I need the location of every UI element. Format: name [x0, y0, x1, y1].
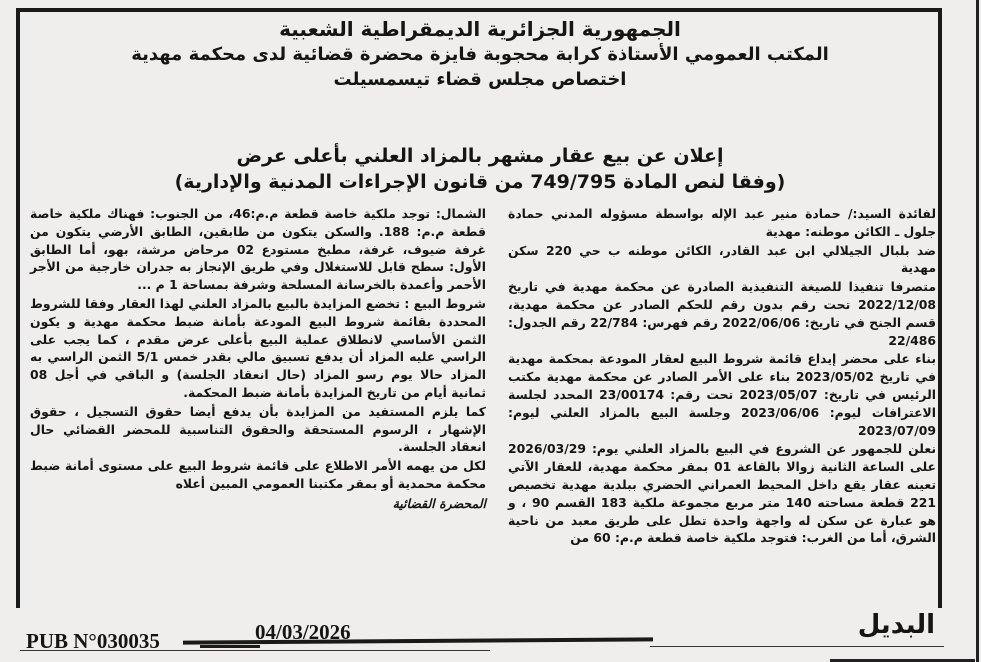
- paragraph-boundaries: الشمال: توجد ملكية خاصة قطعة م.م:46، من الجنوب: فهناك ملكية خاصة قطعة م.م: 188. والسكن يتكون من طابقين، الطابق الأرضي يتكون من غرفة ضيوف، غرفة، مطبخ مستودع 02 مرحاض مرشة، بهو، أما الطابق الأول: سطح قابل للاستغلال وفي طريق الإنجاز به جدران خارجية من الأجر الأحمر وأعمدة بالخرسانة المسلحة وشرفة بمساحة 1 م ...: [30, 206, 486, 293]
- newspaper-name: البديل: [857, 610, 935, 640]
- publication-date: 04/03/2026: [255, 620, 351, 644]
- office-title: المكتب العمومي الأستاذة كرابة محجوبة فايزة محضرة قضائية لدى محكمة مهدية: [131, 44, 829, 65]
- jurisdiction-line: اختصاص مجلس قضاء تيسمسيلت: [333, 69, 627, 90]
- footer-rule-right: [650, 646, 944, 647]
- notice-title-legal-basis: (وفقا لنص المادة 749/795 من قانون الإجراءات المدنية والإدارية): [174, 171, 786, 193]
- paragraph-beneficiary: لفائدة السيد:/ حمادة منير عبد الإله بواسطة مسؤوله المدني حمادة جلول ـ الكائن موطنه: مهدية: [508, 206, 936, 239]
- paragraph-enforcement: متصرفا تنفيذا للصيغة التنفيذية الصادرة عن محكمة مهدية في تاريخ 2022/12/08 تحت رقم بدون رقم للحكم الصادر عن محكمة مهدية، قسم الجنح في تاريخ: 2022/06/06 رقم فهرس: 22/784 رقم الجدول: 22/486: [508, 279, 936, 348]
- signature: المحضرة القضائية: [392, 495, 486, 511]
- left-column: [30, 205, 486, 513]
- paragraph-sale-conditions: شروط البيع : تخضع المزايدة بالبيع بالمزاد العلني لهذا العقار وفقا للشروط المحددة بقائمة شروط البيع المودعة بأمانة ضبط محكمة مهدية و يكون الثمن الأساسي لانطلاق عملية البيع بأعلى عرض مقدم ، كما يجب على الراسي عليه المزاد أن يدفع تسبيق مالي بقدر خمس 5/1 الثمن الراسي به المزاد حالا يوم رسو المزاد (حال انعقاد الجلسة) و الباقي في أجل 08 ثمانية أيام من تاريخ المزايدة بأمانة ضبط المحكمة.: [30, 295, 486, 400]
- notice-header: [20, 8, 940, 92]
- footer-rule-thick: [183, 637, 653, 644]
- pub-number: PUB N°030035: [26, 629, 160, 653]
- outer-column-rule: [976, 0, 979, 662]
- paragraph-fees: كما يلزم المستفيد من المزايدة بأن يدفع أيضا حقوق التسجيل ، حقوق الإشهار ، الرسوم المستحقة والحقوق التناسبية للمحضر القضائي حال انعقاد الجلسة.: [30, 403, 486, 455]
- paragraph-announcement: نعلن للجمهور عن الشروع في البيع بالمزاد العلني يوم: 2026/03/29 على الساعة الثانية زوالا بالقاعة 01 بمقر محكمة مهدية، للعقار الآتي تعينه عقار يقع داخل المحيط العمراني الحضري ببلدية مهدية تخصيص 221 قطعة مساحته 140 متر مربع مجموعة ملكية 183 القسم 90 ، و هو عبارة عن سكن له واجهة واحدة تطل على طريق معبد من ناحية الشرق، أما من الغرب: فتوجد ملكية خاصة قطعة م.م: 60 من: [508, 441, 936, 546]
- notice-title-main: إعلان عن بيع عقار مشهر بالمزاد العلني بأعلى عرض: [236, 145, 724, 167]
- paragraph-deposit: بناء على محضر إيداع قائمة شروط البيع لعقار المودعة بمحكمة مهدية في تاريخ 2023/05/02 بناء على الأمر الصادر عن محكمة مهدية مكتب الرئيس في تاريخ: 2023/05/07 تحت رقم: 23/00174 المحدد لجلسة الاعترافات ليوم: 2023/06/06 وجلسة البيع بالمزاد العلني ليوم: 2023/07/09: [508, 351, 937, 438]
- date-underline: [200, 645, 260, 648]
- paragraph-defendant: ضد بلبال الجيلالي ابن عبد القادر، الكائن موطنه ب حي 220 سكن مهدية: [508, 242, 937, 276]
- paragraph-consultation: لكل من يهمه الأمر الاطلاع على قائمة شروط البيع على مستوى أمانة ضبط محكمة محمدية أو بمقر مكتبنا العمومي المبين أعلاه: [30, 458, 486, 491]
- republic-title: الجمهورية الجزائرية الديمقراطية الشعبية: [279, 17, 681, 41]
- right-column: [508, 205, 936, 548]
- notice-title: [20, 143, 940, 195]
